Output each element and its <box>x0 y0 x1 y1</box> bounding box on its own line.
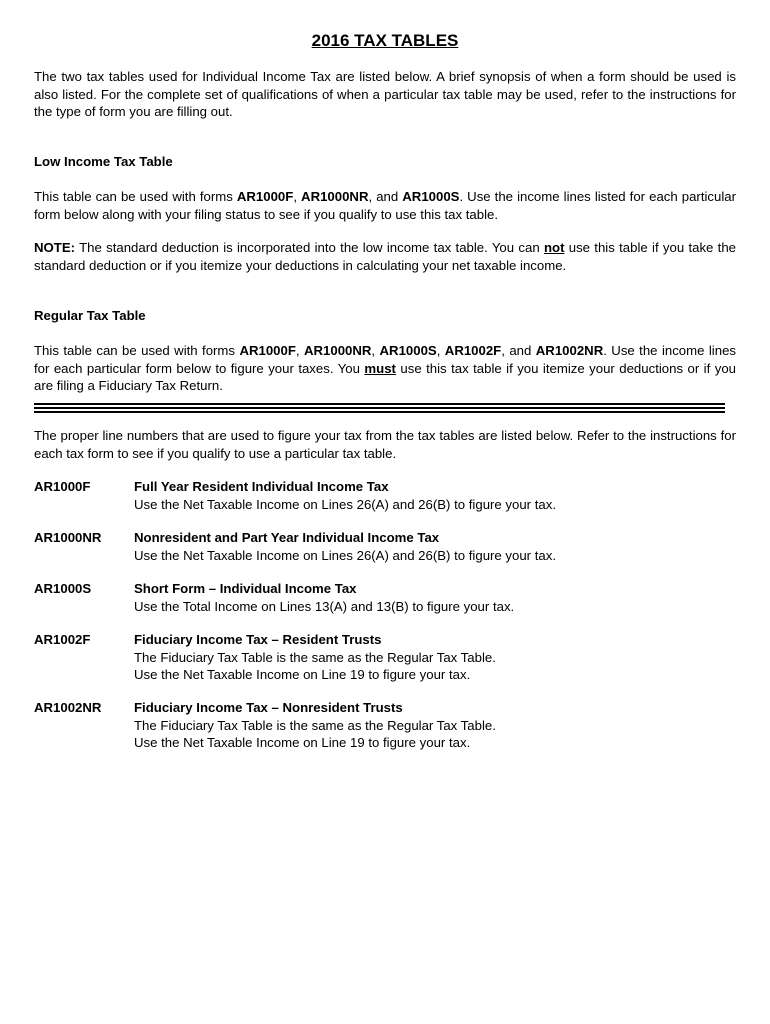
form-title: Fiduciary Income Tax – Resident Trusts <box>134 632 382 647</box>
text-run: , and <box>501 343 536 358</box>
form-ref: AR1002F <box>444 343 502 358</box>
form-ref: AR1000F <box>239 343 296 358</box>
divider-line <box>34 403 725 405</box>
divider-line <box>34 407 725 409</box>
form-ref: AR1000S <box>379 343 437 358</box>
form-instruction: Use the Net Taxable Income on Line 19 to figure your tax. <box>134 667 471 682</box>
divider-line <box>34 411 725 413</box>
page-title: 2016 TAX TABLES <box>311 31 459 50</box>
text-run: , <box>371 343 380 358</box>
section-divider <box>34 403 725 415</box>
form-title: Short Form – Individual Income Tax <box>134 581 357 596</box>
form-title: Fiduciary Income Tax – Nonresident Trusts <box>134 700 403 715</box>
form-code: AR1000NR <box>34 530 102 545</box>
text-run: This table can be used with forms <box>34 343 240 358</box>
regular-paragraph <box>34 342 736 395</box>
emphasis: must <box>364 360 396 376</box>
text-run: The standard deduction is incorporated into the low income tax table. You can <box>75 240 544 255</box>
form-body <box>134 580 734 615</box>
form-instruction: Use the Net Taxable Income on Lines 26(A) and 26(B) to figure your tax. <box>134 496 556 512</box>
form-instruction: Use the Total Income on Lines 13(A) and 13(B) to figure your tax. <box>134 598 515 614</box>
low-income-paragraph <box>34 188 736 223</box>
emphasis: not <box>543 240 565 255</box>
form-ref: AR1000NR <box>303 343 372 358</box>
form-code: AR1000S <box>34 581 92 596</box>
text-run: use this tax table if you itemize your deductions or if you are filing a Fiduciary Tax Return. <box>34 360 736 393</box>
text-run: This table can be used with forms <box>34 189 237 204</box>
form-instruction: Use the Net Taxable Income on Line 19 to figure your tax. <box>134 735 471 750</box>
form-body <box>134 699 734 752</box>
form-ref: AR1000S <box>402 189 460 204</box>
note-label: NOTE: <box>34 240 76 255</box>
form-instruction: The Fiduciary Tax Table is the same as the Regular Tax Table. <box>134 649 496 665</box>
form-body <box>134 631 734 684</box>
text-run: , <box>436 343 445 358</box>
text-run: , <box>295 343 304 358</box>
form-body <box>134 478 734 513</box>
line-numbers-intro: The proper line numbers that are used to figure your tax from the tax tables are listed below. Refer to the instructions for each tax form to see if you qualify to use a particular tax table. <box>34 428 736 461</box>
text-run: . Use the income lines listed for each particular form below along with your filing status to see if you qualify to use this tax table. <box>34 189 737 222</box>
intro-paragraph: The two tax tables used for Individual Income Tax are listed below. A brief synopsis of when a form should be used is also listed. For the complete set of qualifications of when a particular tax table may be used, refer to the instructions for the type of form you are filling out. <box>34 69 736 119</box>
form-ref: AR1000F <box>236 189 294 204</box>
regular-heading: Regular Tax Table <box>34 308 146 323</box>
form-title: Nonresident and Part Year Individual Income Tax <box>134 530 440 545</box>
form-title: Full Year Resident Individual Income Tax <box>134 479 389 494</box>
text-run: , <box>293 189 302 204</box>
form-instruction: Use the Net Taxable Income on Lines 26(A) and 26(B) to figure your tax. <box>134 547 556 563</box>
form-code: AR1000F <box>34 479 91 494</box>
text-run: . Use the income lines for each particular form below to figure your taxes. You <box>34 343 737 376</box>
form-body <box>134 529 734 564</box>
note-paragraph <box>34 239 736 274</box>
form-instruction: The Fiduciary Tax Table is the same as the Regular Tax Table. <box>134 717 496 733</box>
form-code: AR1002F <box>34 632 91 647</box>
form-ref: AR1002NR <box>535 343 604 358</box>
form-ref: AR1000NR <box>301 189 369 204</box>
text-run: use this table if you take the standard deduction or if you itemize your deductions in calculating your net taxable income. <box>34 240 736 273</box>
form-code: AR1002NR <box>34 700 102 715</box>
low-income-heading: Low Income Tax Table <box>34 154 173 169</box>
text-run: , and <box>368 189 403 204</box>
